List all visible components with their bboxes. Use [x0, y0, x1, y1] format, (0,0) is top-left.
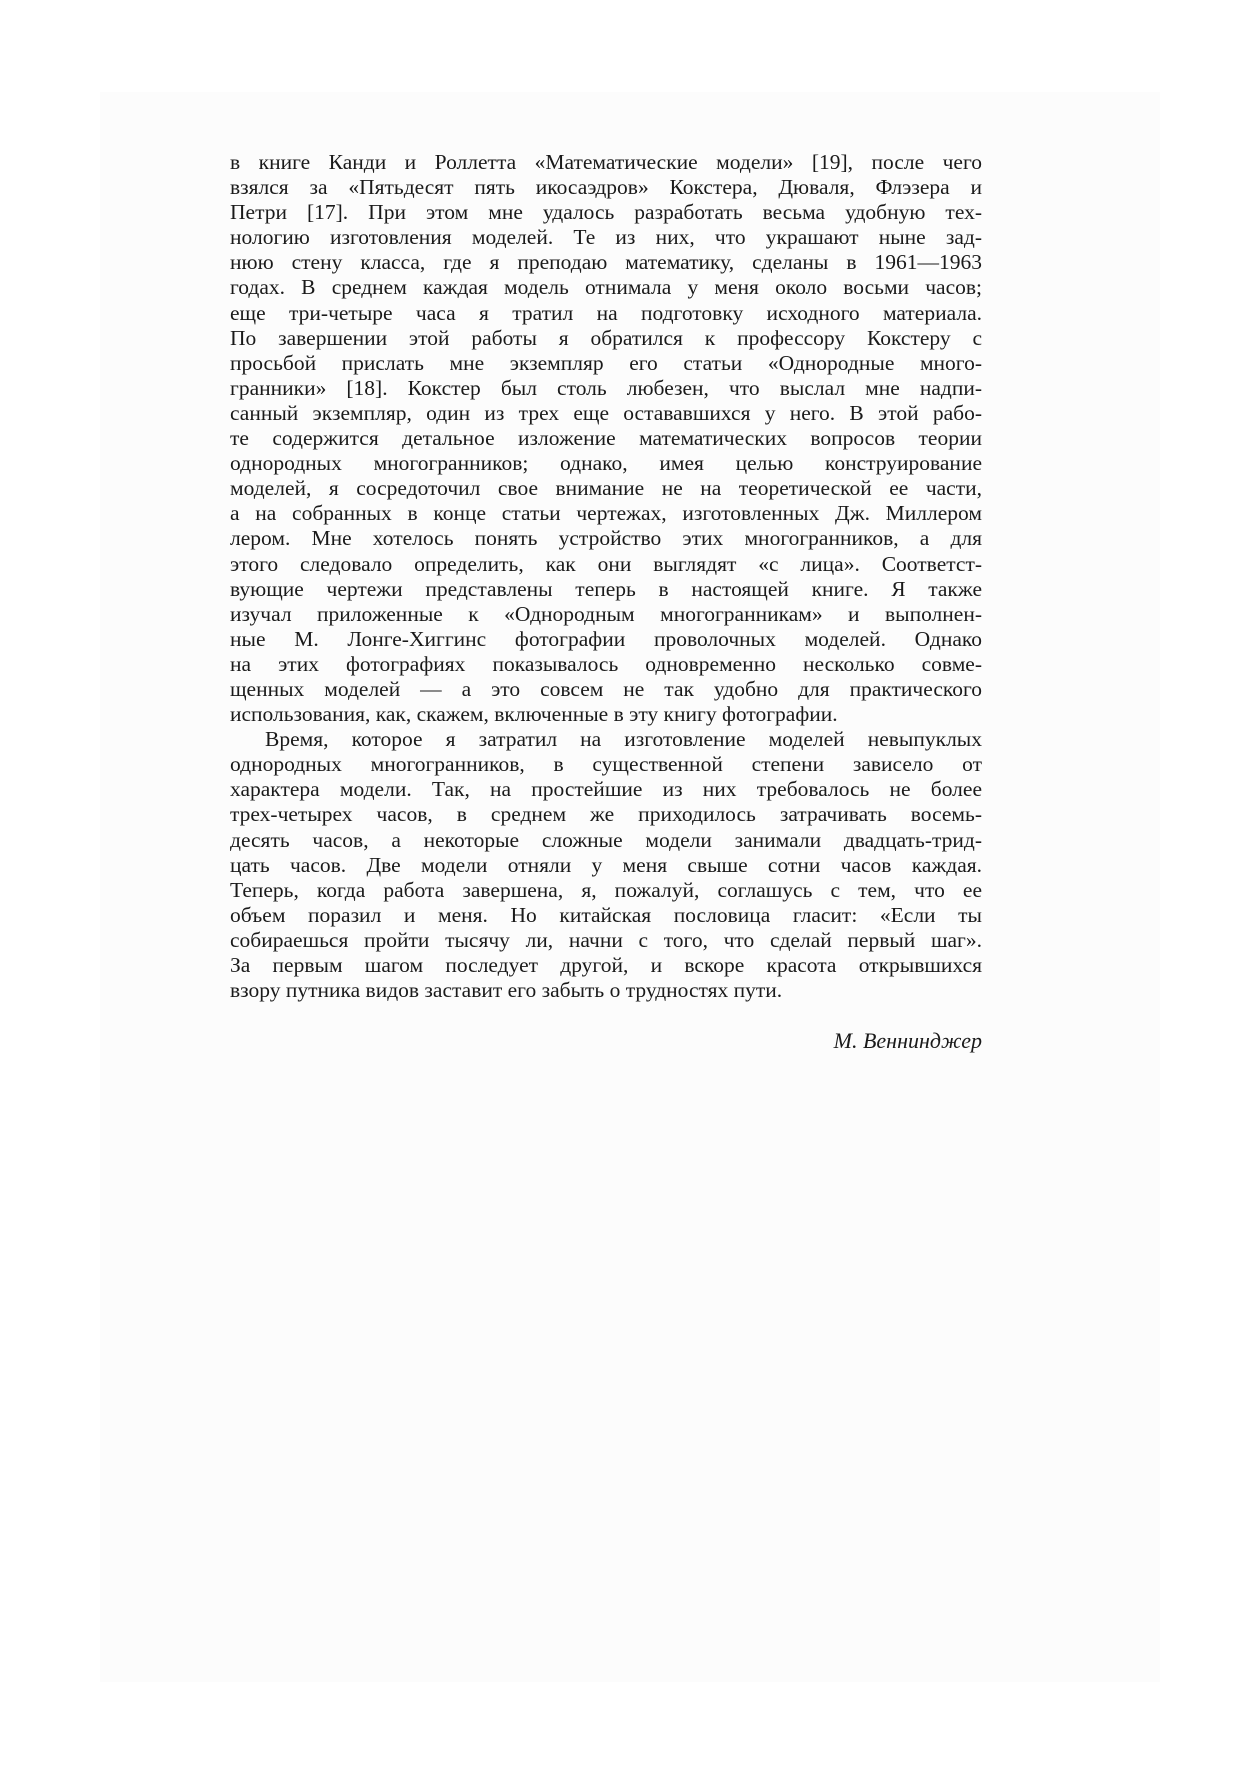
text-line: Теперь, когда работа завершена, я, пожалуй, соглашусь с тем, что ее [230, 877, 982, 902]
text-line: нюю стену класса, где я преподаю математику, сделаны в 1961—1963 [230, 250, 982, 275]
text-line: этого следовало определить, как они выглядят «с лица». Соответст- [230, 551, 982, 576]
text-line: моделей, я сосредоточил свое внимание не на теоретической ее части, [230, 476, 982, 501]
text-line: нологию изготовления моделей. Те из них, что украшают ныне зад- [230, 225, 982, 250]
text-line: санный экземпляр, один из трех еще остававшихся у него. В этой рабо- [230, 400, 982, 425]
text-line: в книге Канди и Роллетта «Математические модели» [19], после чего [230, 150, 982, 174]
text-line: За первым шагом последует другой, и вскоре красота открывшихся [230, 953, 982, 977]
text-line: десять часов, а некоторые сложные модели занимали двадцать-трид- [230, 827, 982, 852]
text-line: годах. В среднем каждая модель отнимала у меня около восьми часов; [230, 275, 982, 300]
text-line: изучал приложенные к «Однородным многогранникам» и выполнен- [230, 601, 982, 626]
text-line: просьбой прислать мне экземпляр его статьи «Однородные много- [230, 350, 982, 375]
text-line: Петри [17]. При этом мне удалось разработать весьма удобную тех- [230, 200, 982, 225]
text-line: По завершении этой работы я обратился к профессору Кокстеру с [230, 325, 982, 350]
text-line: гранники» [18]. Кокстер был столь любезен, что выслал мне надпи- [230, 375, 982, 400]
author-signature: М. Веннинджер [833, 1028, 982, 1053]
text-line: цать часов. Две модели отняли у меня свыше сотни часов каждая. [230, 852, 982, 877]
text-line: на этих фотографиях показывалось одновременно несколько совме- [230, 651, 982, 676]
text-line: Время, которое я затратил на изготовление моделей невыпуклых [265, 727, 982, 752]
text-line: щенных моделей — а это совсем не так удобно для практического [230, 676, 982, 701]
text-line: а на собранных в конце статьи чертежах, изготовленных Дж. Миллером [230, 501, 982, 526]
text-line: использования, как, скажем, включенные в эту книгу фотографии. [230, 702, 838, 727]
text-line: взялся за «Пятьдесят пять икосаэдров» Кокстера, Дюваля, Флэзера и [230, 175, 982, 200]
text-line: однородных многогранников; однако, имея целью конструирование [230, 451, 982, 476]
body-text [230, 150, 982, 1003]
text-line: ные М. Лонге-Хиггинс фотографии проволочных моделей. Однако [230, 626, 982, 651]
text-line: еще три-четыре часа я тратил на подготовку исходного материала. [230, 300, 982, 325]
text-line: объем поразил и меня. Но китайская пословица гласит: «Если ты [230, 902, 982, 927]
text-line: трех-четырех часов, в среднем же приходилось затрачивать восемь- [230, 802, 982, 827]
text-line: характера модели. Так, на простейшие из них требовалось не более [230, 777, 982, 802]
text-line: однородных многогранников, в существенной степени зависело от [230, 752, 982, 777]
text-line: те содержится детальное изложение математических вопросов теории [230, 426, 982, 451]
paragraph-1 [230, 150, 982, 727]
text-line: взору путника видов заставит его забыть о трудностях пути. [230, 978, 783, 1003]
paragraph-2 [230, 727, 982, 1003]
text-line: собираешься пройти тысячу ли, начни с того, что сделай первый шаг». [230, 927, 982, 952]
text-line: лером. Мне хотелось понять устройство этих многогранников, а для [230, 526, 982, 551]
text-line: вующие чертежи представлены теперь в настоящей книге. Я также [230, 576, 982, 601]
